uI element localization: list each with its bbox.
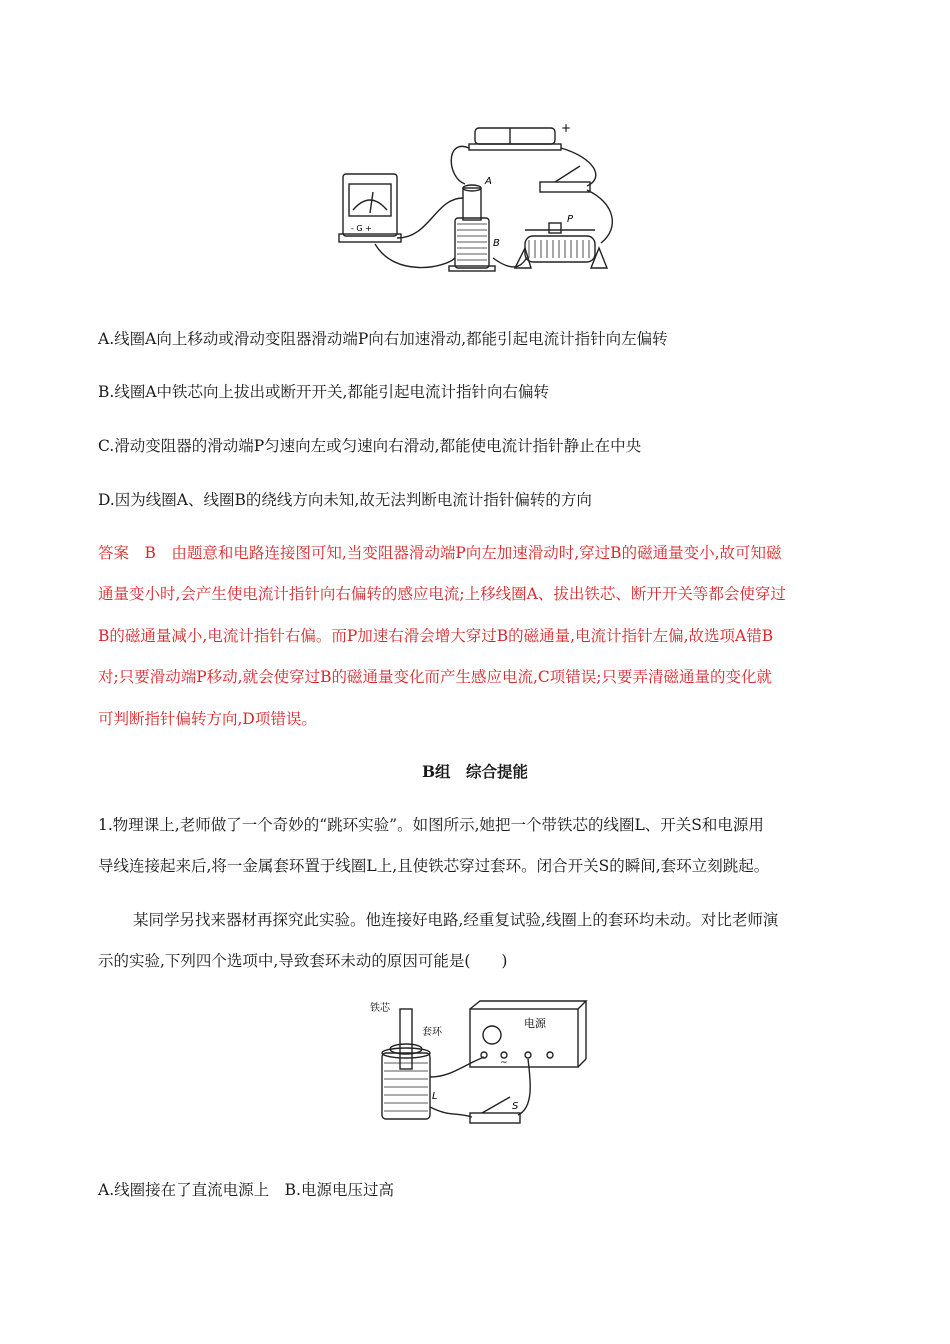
label-meter: - G + bbox=[351, 224, 372, 233]
option-B: B.线圈A中铁芯向上拔出或断开开关,都能引起电流计指针向右偏转 bbox=[98, 383, 549, 401]
label-power: 电源 bbox=[524, 1017, 546, 1030]
label-A: A bbox=[485, 176, 492, 187]
switch-S bbox=[470, 1113, 520, 1123]
option-A: A.线圈A向上移动或滑动变阻器滑动端P向右加速滑动,都能引起电流计指针向左偏转 bbox=[98, 330, 668, 348]
label-ring: 套环 bbox=[422, 1027, 442, 1038]
answer-line: 可判断指针偏转方向,D项错误。 bbox=[98, 710, 317, 728]
label-P: P bbox=[567, 214, 574, 225]
section-title: B组 综合提能 bbox=[421, 762, 529, 781]
label-plus: + bbox=[561, 121, 572, 135]
question-paragraph: 某同学另找来器材再探究此实验。他连接好电路,经重复试验,线圈上的套环均未动。对比老师演 bbox=[133, 911, 779, 929]
question-stem: 导线连接起来后,将一金属套环置于线圈L上,且使铁芯穿过套环。闭合开关S的瞬间,套环立刻跳起。 bbox=[98, 857, 770, 875]
label-tilde: ~ bbox=[500, 1058, 508, 1068]
question-paragraph: 示的实验,下列四个选项中,导致套环未动的原因可能是( ) bbox=[98, 952, 508, 970]
iron-core bbox=[400, 1009, 412, 1069]
rheostat bbox=[525, 236, 595, 262]
label-L: L bbox=[432, 1091, 438, 1102]
label-S: S bbox=[512, 1101, 519, 1112]
option-D: D.因为线圈A、线圈B的绕线方向未知,故无法判断电流计指针偏转的方向 bbox=[98, 491, 592, 509]
option-C: C.滑动变阻器的滑动端P匀速向左或匀速向右滑动,都能使电流计指针静止在中央 bbox=[98, 437, 642, 455]
coil-B bbox=[455, 218, 489, 268]
answer-line: 答案 B 由题意和电路连接图可知,当变阻器滑动端P向左加速滑动时,穿过B的磁通量变小,故可知磁 bbox=[98, 544, 782, 562]
options-line: A.线圈接在了直流电源上 B.电源电压过高 bbox=[98, 1181, 394, 1199]
question-stem: 1.物理课上,老师做了一个奇妙的“跳环实验”。如图所示,她把一个带铁芯的线圈L、开关S和电源用 bbox=[98, 816, 764, 834]
answer-line: 通量变小时,会产生使电流计指针向右偏转的感应电流;上移线圈A、拔出铁芯、断开开关等都会使穿过 bbox=[98, 585, 786, 603]
answer-line: 对;只要滑动端P移动,就会使穿过B的磁通量变化而产生感应电流,C项错误;只要弄清磁通量的变化就 bbox=[98, 668, 772, 686]
answer-line: B的磁通量减小,电流计指针右偏。而P加速右滑会增大穿过B的磁通量,电流计指针左偏,故选项A错B bbox=[98, 627, 774, 645]
circuit-figure-1 bbox=[335, 118, 625, 278]
jumping-ring-figure bbox=[360, 997, 590, 1137]
label-core: 铁芯 bbox=[370, 1003, 390, 1014]
coil-A bbox=[463, 188, 481, 220]
switch bbox=[540, 182, 590, 192]
label-B: B bbox=[493, 238, 500, 249]
battery bbox=[475, 128, 555, 144]
